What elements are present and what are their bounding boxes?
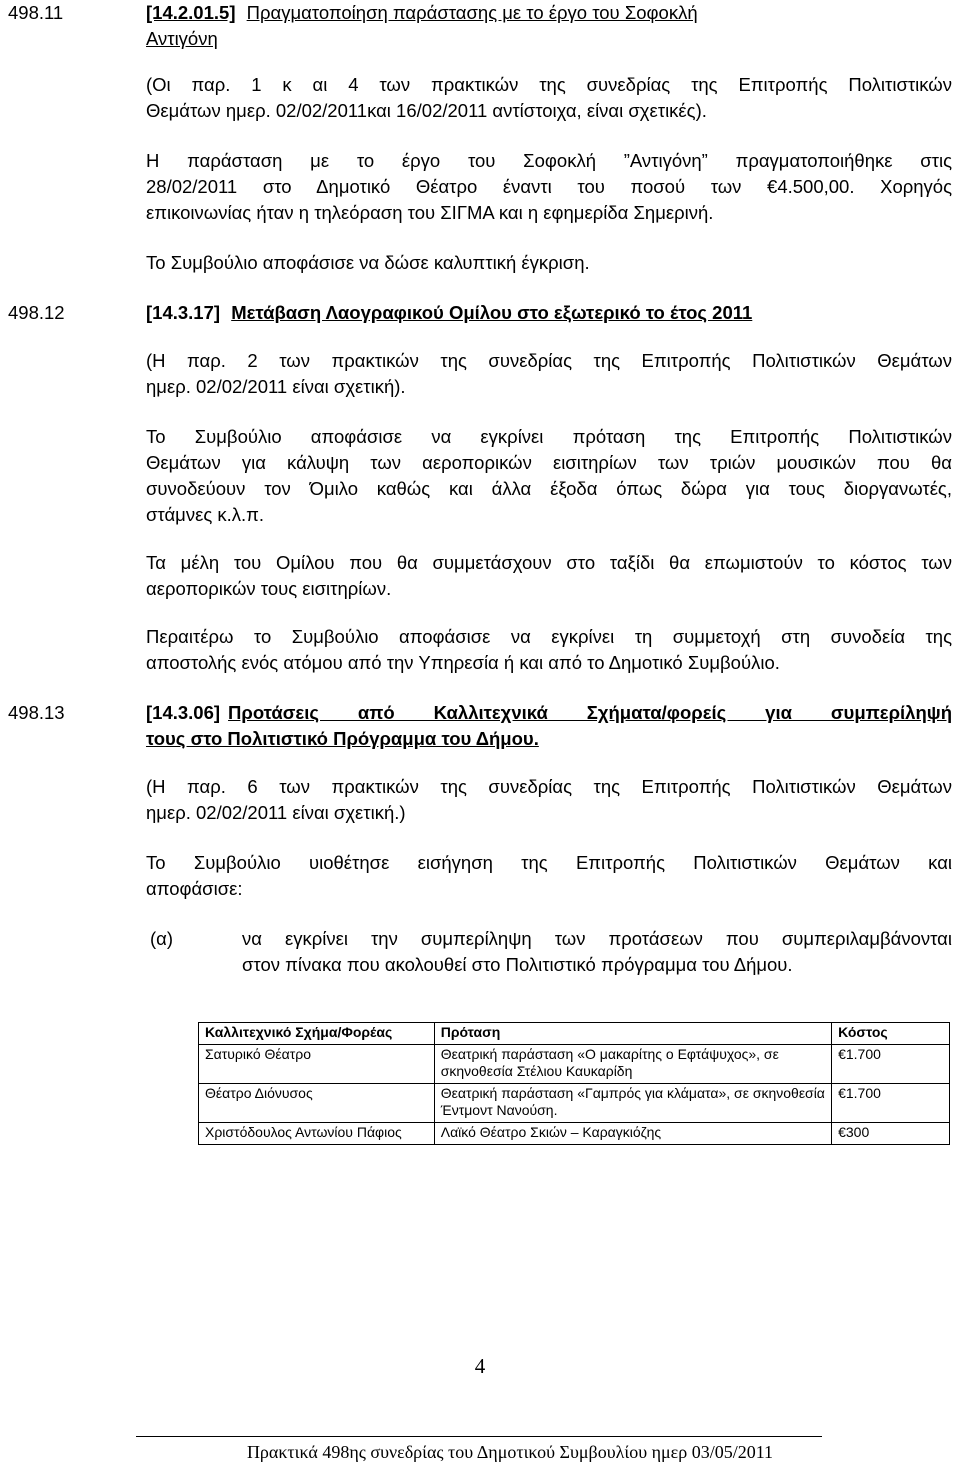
reference-text: (Η παρ. 2 των πρακτικών της συνεδρίας της Επιτροπής Πολιτιστικών Θεμάτων xyxy=(146,350,952,371)
header-group: Καλλιτεχνικό Σχήμα/Φορέας xyxy=(199,1023,435,1045)
reference-text: Θεμάτων ημερ. 02/02/2011και 16/02/2011 αντίστοιχα, είναι σχετικές). xyxy=(146,100,707,121)
page-number: 4 xyxy=(474,1354,486,1378)
cell-group: Σατυρικό Θέατρο xyxy=(199,1045,435,1084)
list-item-text: στον πίνακα που ακολουθεί στο Πολιτιστικό πρόγραμμα του Δήμου. xyxy=(242,954,793,975)
table-row xyxy=(199,1045,950,1084)
reference-text: (Οι παρ. 1 κ αι 4 των πρακτικών της συνεδρίας της Επιτροπής Πολιτιστικών xyxy=(146,74,952,95)
item-title-cont: Αντιγόνη xyxy=(146,28,218,49)
paragraph: αποφάσισε: xyxy=(146,878,243,899)
paragraph: Το Συμβούλιο υιοθέτησε εισήγηση της Επιτροπής Πολιτιστικών Θεμάτων και xyxy=(146,852,952,873)
list-item-text: να εγκρίνει την συμπερίληψη των προτάσεων που συμπεριλαμβάνονται xyxy=(242,928,952,949)
item-code: [14.3.06] xyxy=(146,702,221,723)
item-number: 498.12 xyxy=(8,302,65,323)
header-cost: Κόστος xyxy=(832,1023,950,1045)
item-number: 498.13 xyxy=(8,702,65,723)
cell-cost: €300 xyxy=(832,1123,950,1145)
cell-proposal: Θεατρική παράσταση «Γαμπρός για κλάματα», σε σκηνοθεσία Έντμοντ Νανούση. xyxy=(434,1084,831,1123)
cell-cost: €1.700 xyxy=(832,1084,950,1123)
paragraph: επικοινωνίας ήταν η τηλεόραση του ΣΙΓΜΑ και η εφημερίδα Σημερινή. xyxy=(146,202,714,223)
cell-proposal: Θεατρική παράσταση «Ο μακαρίτης ο Εφτάψυχος», σε σκηνοθεσία Στέλιου Καυκαρίδη xyxy=(434,1045,831,1084)
list-label: (α) xyxy=(150,928,174,949)
table-row xyxy=(199,1123,950,1145)
paragraph: συνοδεύουν τον Όμιλο καθώς και άλλα έξοδα όπως δώρα για τους διοργανωτές, xyxy=(146,478,952,499)
cell-cost: €1.700 xyxy=(832,1045,950,1084)
item-title: Προτάσεις από Καλλιτεχνικά Σχήματα/φορείς για συμπερίληψή xyxy=(228,702,952,723)
reference-text: ημερ. 02/02/2011 είναι σχετική.) xyxy=(146,802,406,823)
cell-proposal: Λαϊκό Θέατρο Σκιών – Καραγκιόζης xyxy=(434,1123,831,1145)
proposals-table xyxy=(198,1022,950,1145)
paragraph: 28/02/2011 στο Δημοτικό Θέατρο έναντι του ποσού των €4.500,00. Χορηγός xyxy=(146,176,952,197)
table-row xyxy=(199,1084,950,1123)
item-code: [14.2.01.5] xyxy=(146,2,236,23)
paragraph: Τα μέλη του Ομίλου που θα συμμετάσχουν στο ταξίδι θα επωμιστούν το κόστος των xyxy=(146,552,952,573)
table-header-row xyxy=(199,1023,950,1045)
item-heading xyxy=(146,700,952,726)
item-heading xyxy=(146,0,952,26)
paragraph: Το Συμβούλιο αποφάσισε να εγκρίνει πρόταση της Επιτροπής Πολιτιστικών xyxy=(146,426,952,447)
cell-group: Χριστόδουλος Αντωνίου Πάφιος xyxy=(199,1123,435,1145)
item-code: [14.3.17] xyxy=(146,302,221,323)
paragraph: Η παράσταση με το έργο του Σοφοκλή ”Αντιγόνη” πραγματοποιήθηκε στις xyxy=(146,150,952,171)
paragraph: στάμνες κ.λ.π. xyxy=(146,504,265,525)
item-title-cont: τους στο Πολιτιστικό Πρόγραμμα του Δήμου. xyxy=(146,728,539,749)
paragraph: αποστολής ενός ατόμου από την Υπηρεσία ή και από το Δημοτικό Συμβούλιο. xyxy=(146,652,780,673)
page-footer: Πρακτικά 498ης συνεδρίας του Δημοτικού Συμβουλίου ημερ 03/05/2011 xyxy=(246,1442,774,1462)
reference-text: ημερ. 02/02/2011 είναι σχετική). xyxy=(146,376,406,397)
paragraph: Περαιτέρω το Συμβούλιο αποφάσισε να εγκρίνει τη συμμετοχή στη συνοδεία της xyxy=(146,626,952,647)
cell-group: Θέατρο Διόνυσος xyxy=(199,1084,435,1123)
reference-text: (Η παρ. 6 των πρακτικών της συνεδρίας της Επιτροπής Πολιτιστικών Θεμάτων xyxy=(146,776,952,797)
item-heading xyxy=(146,300,752,326)
paragraph: Θεμάτων για κάλυψη των αεροπορικών εισιτηρίων των τριών μουσικών που θα xyxy=(146,452,952,473)
item-title: Πραγματοποίηση παράστασης με το έργο του Σοφοκλή xyxy=(246,2,698,23)
header-proposal: Πρόταση xyxy=(434,1023,831,1045)
paragraph: αεροπορικών τους εισιτηρίων. xyxy=(146,578,392,599)
item-title: Μετάβαση Λαογραφικού Ομίλου στο εξωτερικό το έτος 2011 xyxy=(231,302,753,323)
footer-divider xyxy=(136,1436,822,1437)
decision-text: Το Συμβούλιο αποφάσισε να δώσε καλυπτική έγκριση. xyxy=(146,252,590,273)
item-number: 498.11 xyxy=(8,2,64,23)
